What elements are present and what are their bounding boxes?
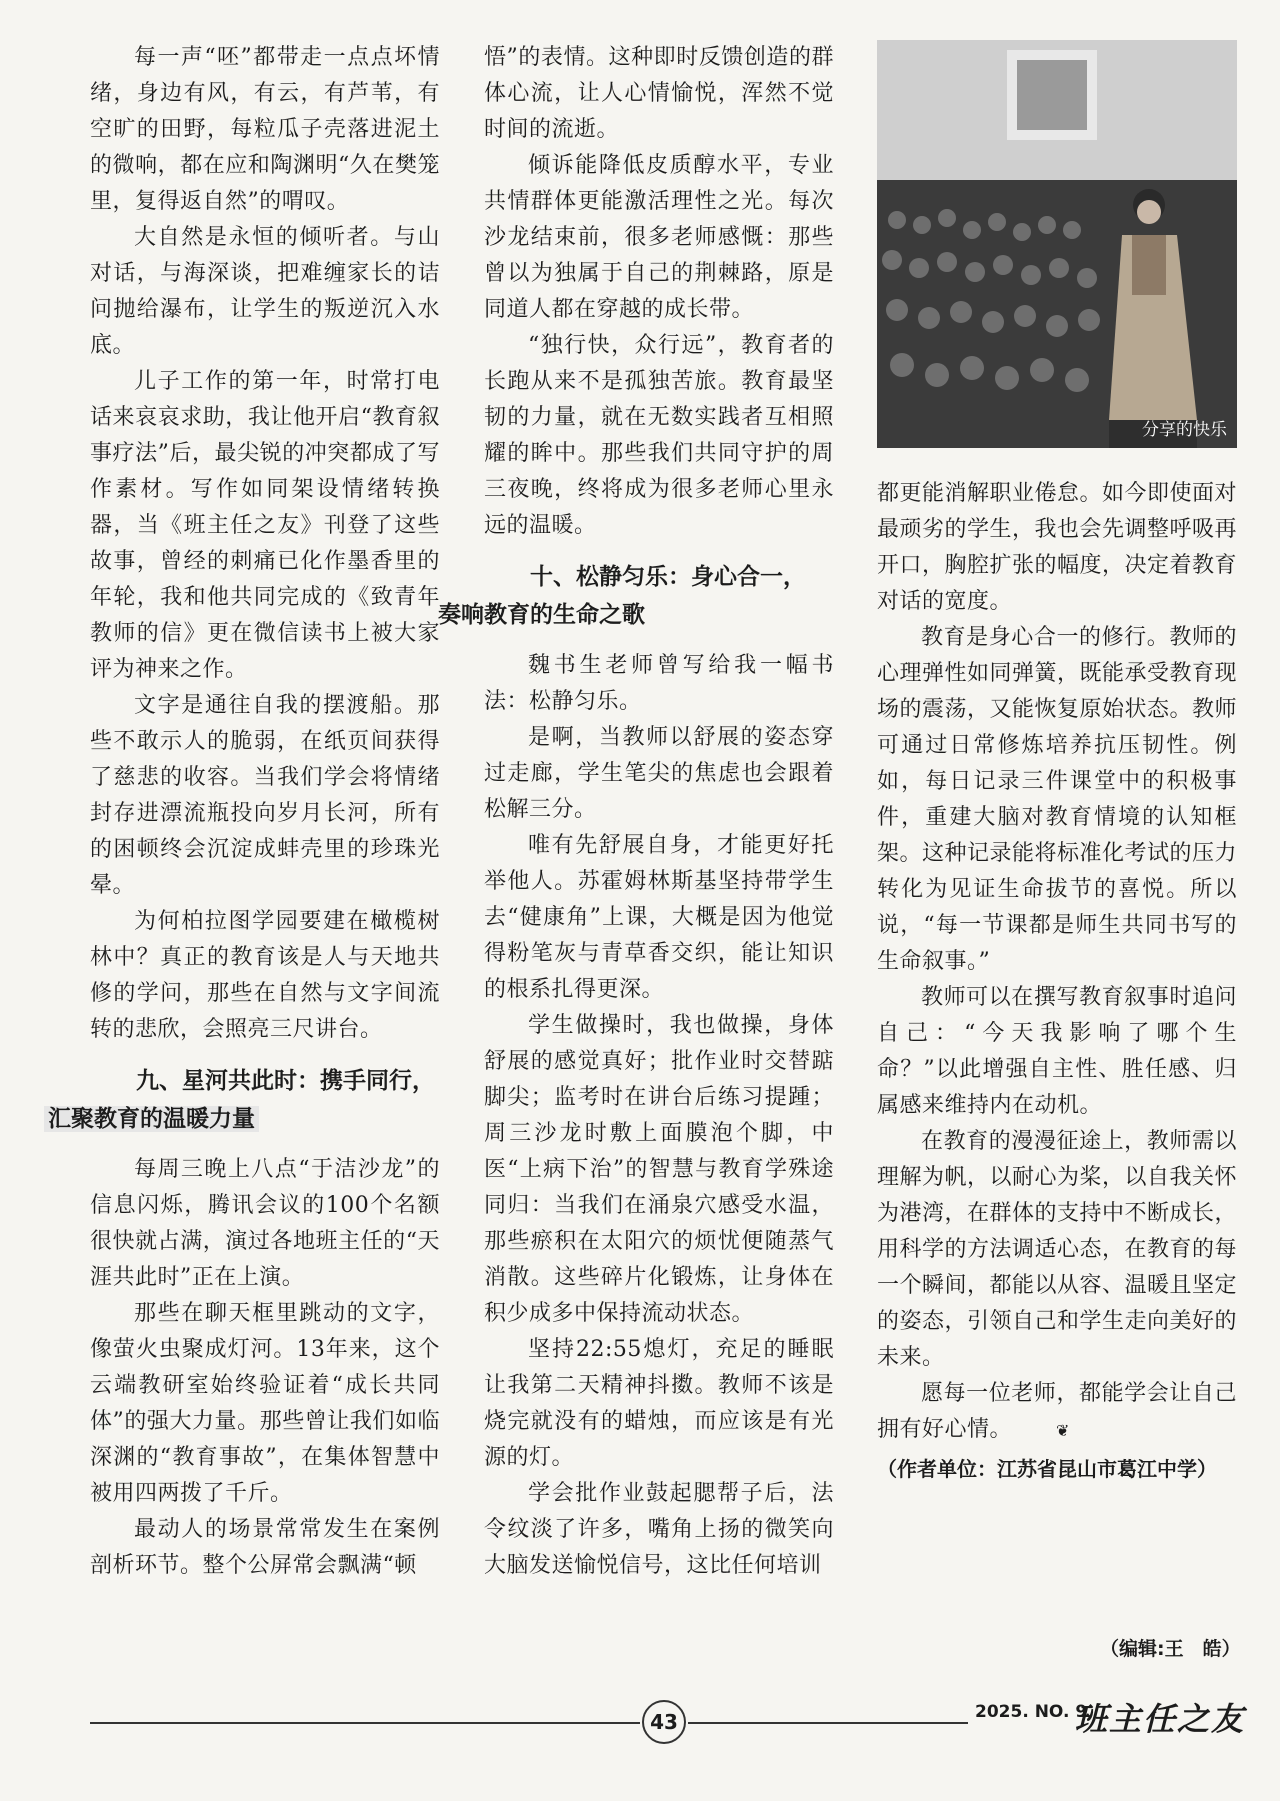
paragraph: 学会批作业鼓起腮帮子后，法令纹淡了许多，嘴角上扬的微笑向大脑发送愉悦信号，这比任何培训 (484, 1481, 834, 1578)
paragraph: 魏书生老师曾写给我一幅书法：松静匀乐。 (484, 653, 834, 714)
paragraph: 每周三晚上八点“于洁沙龙”的信息闪烁，腾讯会议的100个名额很快就占满，演过各地班主任的“天涯共此时”正在上演。 (90, 1157, 440, 1290)
photo-caption: 分享的快乐 (1142, 420, 1227, 440)
paragraph: 教师可以在撰写教育叙事时追问自己：“今天我影响了哪个生命？”以此增强自主性、胜任感、归属感来维持内在动机。 (877, 985, 1237, 1118)
photo-speaker-audience (877, 40, 1237, 448)
paragraph: 最动人的场景常常发生在案例剖析环节。整个公屏常会飘满“顿 (90, 1517, 440, 1578)
editor-credit: （编辑:王 皓） (1100, 1638, 1241, 1660)
magazine-brand: 班主任之友 (1075, 1700, 1246, 1738)
column-right (877, 40, 1237, 1485)
footer-rule-left (90, 1722, 640, 1724)
paragraph: 文字是通往自我的摆渡船。那些不敢示人的脆弱，在纸页间获得了慈悲的收容。当我们学会将情绪封存进漂流瓶投向岁月长河，所有的困顿终会沉淀成蚌壳里的珍珠光晕。 (90, 693, 440, 898)
paragraph: 学生做操时，我也做操，身体舒展的感觉真好；批作业时交替踮脚尖；监考时在讲台后练习提踵；周三沙龙时敷上面膜泡个脚，中医“上病下治”的智慧与教育学殊途同归：当我们在涌泉穴感受水温，那些瘀积在太阳穴的烦忧便随蒸气消散。这些碎片化锻炼，让身体在积少成多中保持流动状态。 (484, 1013, 834, 1326)
page-number: 43 (642, 1700, 686, 1744)
paragraph-closing (877, 1376, 1237, 1449)
heading-line2: 奏响教育的生命之歌 (438, 602, 645, 628)
closing-text: 愿每一位老师，都能学会让自己拥有好心情。 (877, 1381, 1237, 1442)
column-left (48, 40, 440, 1584)
paragraph: 悟”的表情。这种即时反馈创造的群体心流，让人心情愉悦，浑然不觉时间的流逝。 (484, 45, 834, 142)
paragraph: 每一声“呸”都带走一点点坏情绪，身边有风，有云，有芦苇，有空旷的田野，每粒瓜子壳落进泥土的微响，都在应和陶渊明“久在樊笼里，复得返自然”的喟叹。 (90, 45, 440, 214)
heading-line1: 九、星河共此时：携手同行， (136, 1068, 435, 1094)
paragraph: 那些在聊天框里跳动的文字，像萤火虫聚成灯河。13年来，这个云端教研室始终验证着“成长共同体”的强大力量。那些曾让我们如临深渊的“教育事故”，在集体智慧中被用四两拨了千斤。 (90, 1301, 440, 1506)
paragraph: 倾诉能降低皮质醇水平，专业共情群体更能激活理性之光。每次沙龙结束前，很多老师感慨：那些曾以为独属于自己的荆棘路，原是同道人都在穿越的成长带。 (484, 153, 834, 322)
paragraph: 在教育的漫漫征途上，教师需以理解为帆，以耐心为桨，以自我关怀为港湾，在群体的支持中不断成长，用科学的方法调适心态，在教育的每一个瞬间，都能以从容、温暖且坚定的姿态，引领自己和学生走向美好的未来。 (877, 1129, 1238, 1370)
paragraph: “独行快，众行远”，教育者的长跑从来不是孤独苦旅。教育最坚韧的力量，就在无数实践者互相照耀的眸中。那些我们共同守护的周三夜晚，终将成为很多老师心里永远的温暖。 (484, 333, 834, 538)
section-heading-9 (48, 1062, 440, 1138)
paragraph: 为何柏拉图学园要建在橄榄树林中？真正的教育该是人与天地共修的学问，那些在自然与文字间流转的悲欣，会照亮三尺讲台。 (90, 909, 440, 1042)
section-heading-10 (438, 558, 834, 634)
paragraph: 是啊，当教师以舒展的姿态穿过走廊，学生笔尖的焦虑也会跟着松解三分。 (484, 725, 834, 822)
paragraph: 坚持22:55熄灯，充足的睡眠让我第二天精神抖擞。教师不该是烧完就没有的蜡烛，而应该是有光源的灯。 (484, 1337, 834, 1470)
end-mark-icon: ❦ (1056, 1421, 1070, 1440)
photo-illustration (877, 40, 1237, 448)
heading-line2: 汇聚教育的温暖力量 (44, 1106, 259, 1132)
paragraph: 教育是身心合一的修行。教师的心理弹性如同弹簧，既能承受教育现场的震荡，又能恢复原始状态。教师可通过日常修炼培养抗压韧性。例如，每日记录三件课堂中的积极事件，重建大脑对教育情境的认知框架。这种记录能将标准化考试的压力转化为见证生命拔节的喜悦。所以说，“每一节课都是师生共同书写的生命叙事。” (877, 625, 1238, 974)
author-affiliation: （作者单位：江苏省昆山市葛江中学） (877, 1457, 1217, 1481)
paragraph: 儿子工作的第一年，时常打电话来哀哀求助，我让他开启“教育叙事疗法”后，最尖锐的冲突都成了写作素材。写作如同架设情绪转换器，当《班主任之友》刊登了这些故事，曾经的刺痛已化作墨香里的年轮，我和他共同完成的《致青年教师的信》更在微信读书上被大家评为神来之作。 (90, 369, 440, 682)
paragraph: 唯有先舒展自身，才能更好托举他人。苏霍姆林斯基坚持带学生去“健康角”上课，大概是因为他觉得粉笔灰与青草香交织，能让知识的根系扎得更深。 (484, 833, 834, 1002)
footer-rule-right (688, 1722, 968, 1724)
heading-line1: 十、松静匀乐：身心合一， (530, 564, 806, 590)
issue-label: 2025. NO. 9 (975, 1702, 1088, 1722)
paragraph: 都更能消解职业倦怠。如今即使面对最顽劣的学生，我也会先调整呼吸再开口，胸腔扩张的幅度，决定着教育对话的宽度。 (877, 481, 1238, 614)
paragraph: 大自然是永恒的倾听者。与山对话，与海深谈，把难缠家长的诘问抛给瀑布，让学生的叛逆沉入水底。 (90, 225, 440, 358)
column-middle (438, 40, 834, 1584)
